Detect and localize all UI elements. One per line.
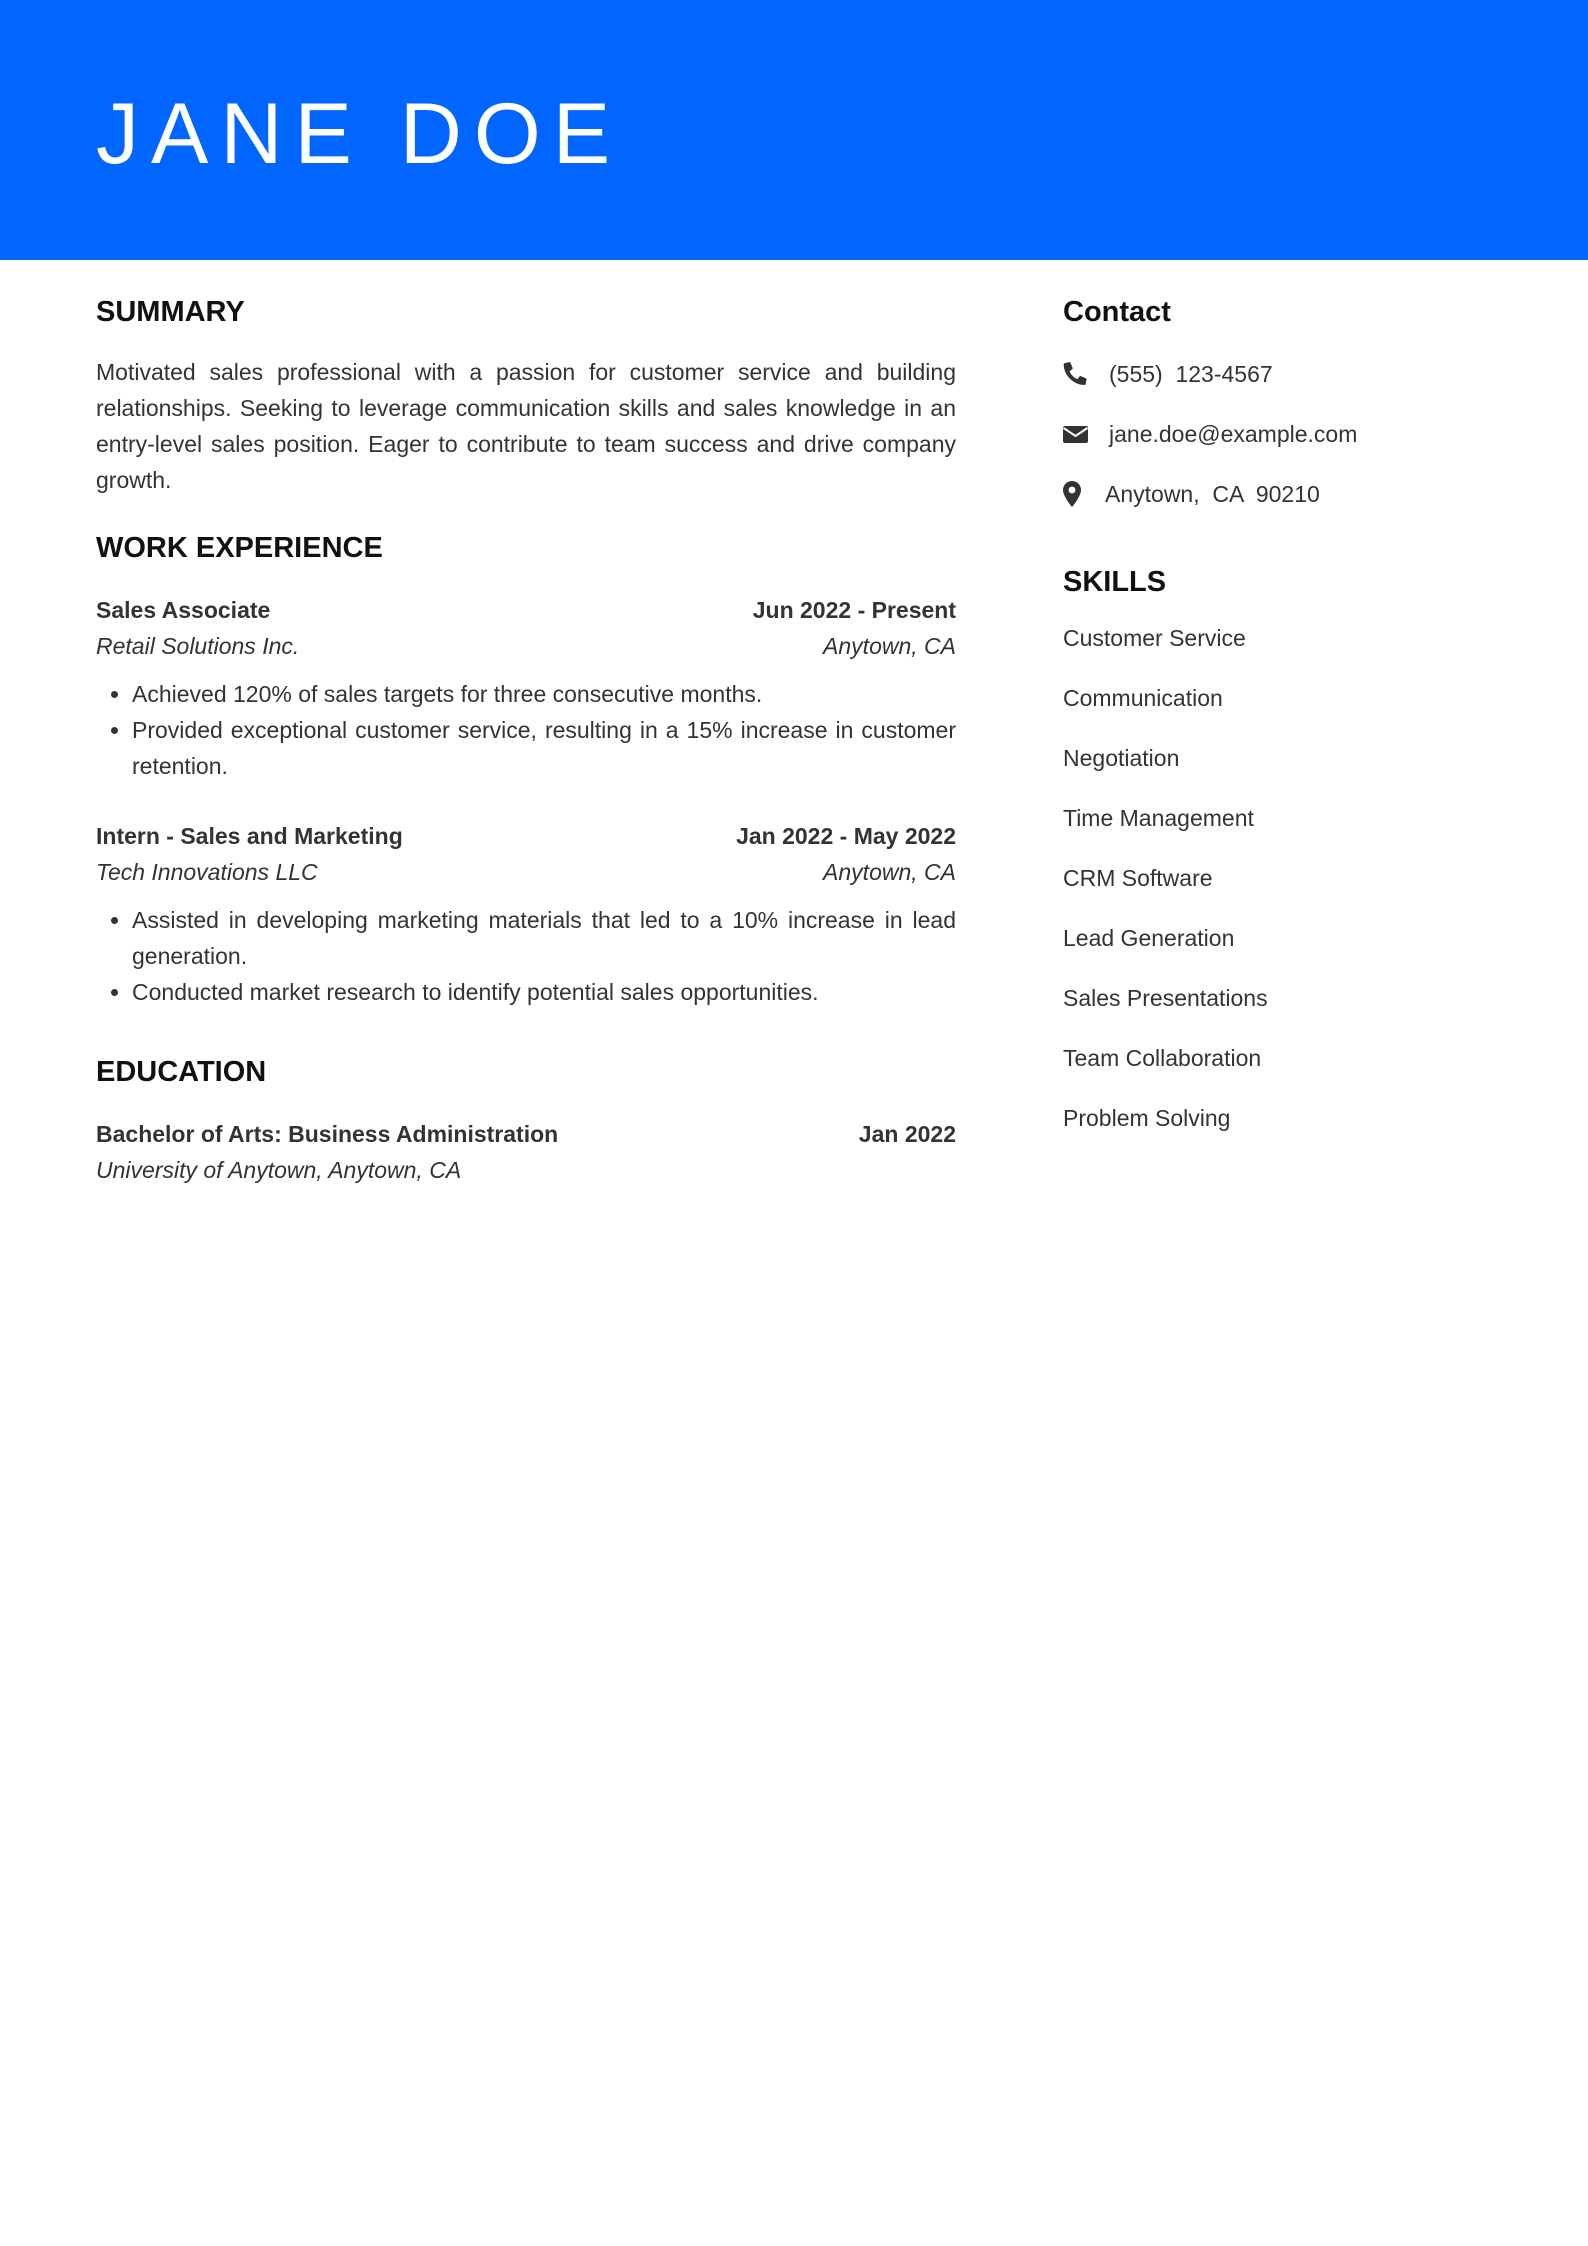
job-location: Anytown, CA bbox=[823, 633, 956, 659]
job-bullets bbox=[96, 676, 956, 784]
skill-item: Time Management bbox=[1063, 805, 1254, 831]
job-dates: Jun 2022 - Present bbox=[752, 597, 956, 623]
map-pin-icon bbox=[1063, 481, 1085, 507]
work-experience-heading: WORK EXPERIENCE bbox=[96, 532, 383, 564]
skill-item: Problem Solving bbox=[1063, 1105, 1231, 1131]
contact-email bbox=[1063, 416, 1503, 452]
job-bullet: • Conducted market research to identify potential sales opportunities. bbox=[132, 974, 956, 1010]
job-company: Retail Solutions Inc. bbox=[96, 633, 300, 659]
candidate-name: JANE DOE bbox=[96, 86, 623, 182]
job-bullet: • Provided exceptional customer service, resulting in a 15% increase in customer retention. bbox=[132, 712, 956, 784]
job-location: Anytown, CA bbox=[823, 859, 956, 885]
skill-item: Communication bbox=[1063, 685, 1223, 711]
contact-address bbox=[1063, 476, 1503, 512]
header-band bbox=[0, 0, 1588, 260]
job-role: Intern - Sales and Marketing bbox=[96, 823, 403, 849]
skills-list bbox=[1063, 620, 1503, 1136]
school: University of Anytown, Anytown, CA bbox=[96, 1157, 462, 1183]
job-entry bbox=[96, 592, 956, 784]
main-column bbox=[96, 290, 956, 1188]
job-role: Sales Associate bbox=[96, 597, 271, 623]
phone-number: (555) 123-4567 bbox=[1109, 361, 1273, 387]
job-bullet: • Assisted in developing marketing materials that led to a 10% increase in lead generation. bbox=[132, 902, 956, 974]
summary-heading: SUMMARY bbox=[96, 296, 245, 328]
graduation-date: Jan 2022 bbox=[858, 1121, 956, 1147]
skill-item: Team Collaboration bbox=[1063, 1045, 1262, 1071]
skill-item: Sales Presentations bbox=[1063, 985, 1268, 1011]
skill-item: CRM Software bbox=[1063, 865, 1213, 891]
skill-item: Customer Service bbox=[1063, 625, 1246, 651]
email-address: jane.doe@example.com bbox=[1109, 421, 1358, 447]
job-bullet: • Achieved 120% of sales targets for three consecutive months. bbox=[132, 676, 956, 712]
education-heading: EDUCATION bbox=[96, 1056, 267, 1088]
degree: Bachelor of Arts: Business Administration bbox=[96, 1121, 559, 1147]
side-column bbox=[1063, 290, 1503, 1160]
contact-phone bbox=[1063, 356, 1503, 392]
education-entry bbox=[96, 1116, 956, 1188]
job-entry bbox=[96, 818, 956, 1010]
envelope-icon bbox=[1063, 421, 1089, 447]
skill-item: Lead Generation bbox=[1063, 925, 1235, 951]
contact-heading: Contact bbox=[1063, 296, 1171, 328]
contact-list bbox=[1063, 356, 1503, 512]
summary-text: Motivated sales professional with a passion for customer service and building relationships. Seeking to leverage communication skills and sales knowledge in an entry-level sales position. Eager to contribute to team success and drive company growth. bbox=[96, 359, 956, 493]
job-company: Tech Innovations LLC bbox=[96, 859, 318, 885]
skills-heading: SKILLS bbox=[1063, 566, 1167, 598]
skill-item: Negotiation bbox=[1063, 745, 1180, 771]
address: Anytown, CA 90210 bbox=[1105, 481, 1320, 507]
job-dates: Jan 2022 - May 2022 bbox=[736, 823, 956, 849]
phone-icon bbox=[1063, 361, 1089, 387]
job-bullets bbox=[96, 902, 956, 1010]
